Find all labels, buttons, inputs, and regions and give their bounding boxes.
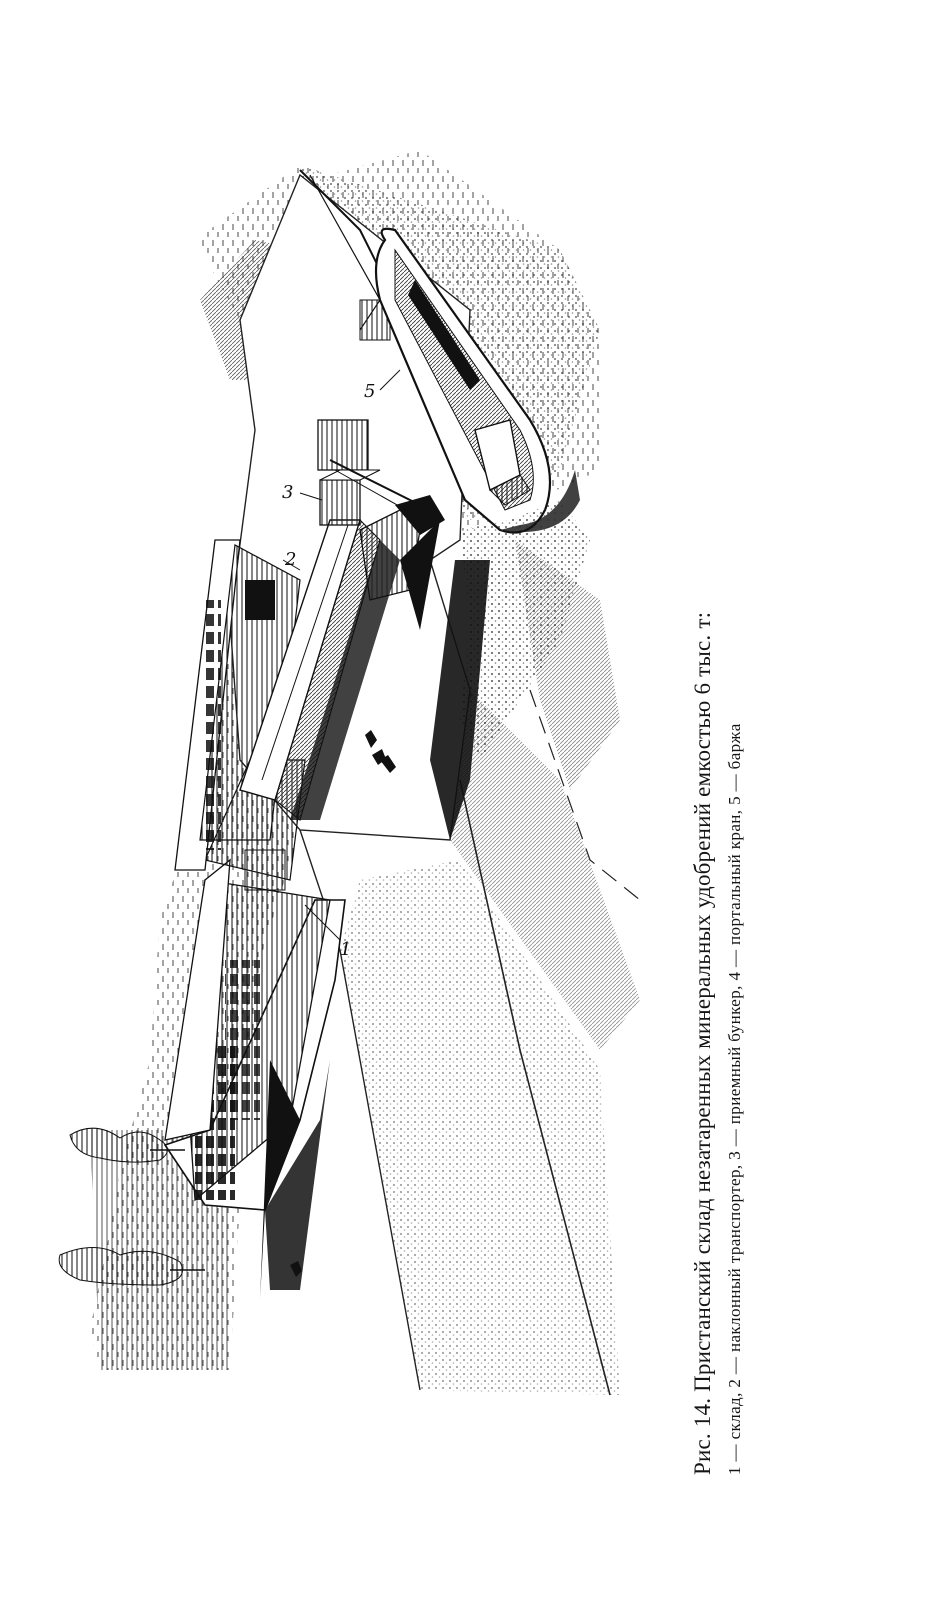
label-3: 3 — [282, 482, 294, 503]
label-1: 1 — [340, 939, 352, 960]
caption-title: Рис. 14. Пристанский склад незатаренных минеральных удобрений емкостью 6 тыс. т: — [690, 611, 715, 1475]
label-4: 4 — [425, 504, 437, 525]
figure-caption — [688, 235, 748, 1475]
label-5: 5 — [364, 381, 376, 402]
label-2: 2 — [285, 549, 297, 570]
caption-legend: 1 — склад, 2 — наклонный транспортер, 3 — приемный бункер, 4 — портальный кран, 5 — баржа — [725, 723, 744, 1475]
